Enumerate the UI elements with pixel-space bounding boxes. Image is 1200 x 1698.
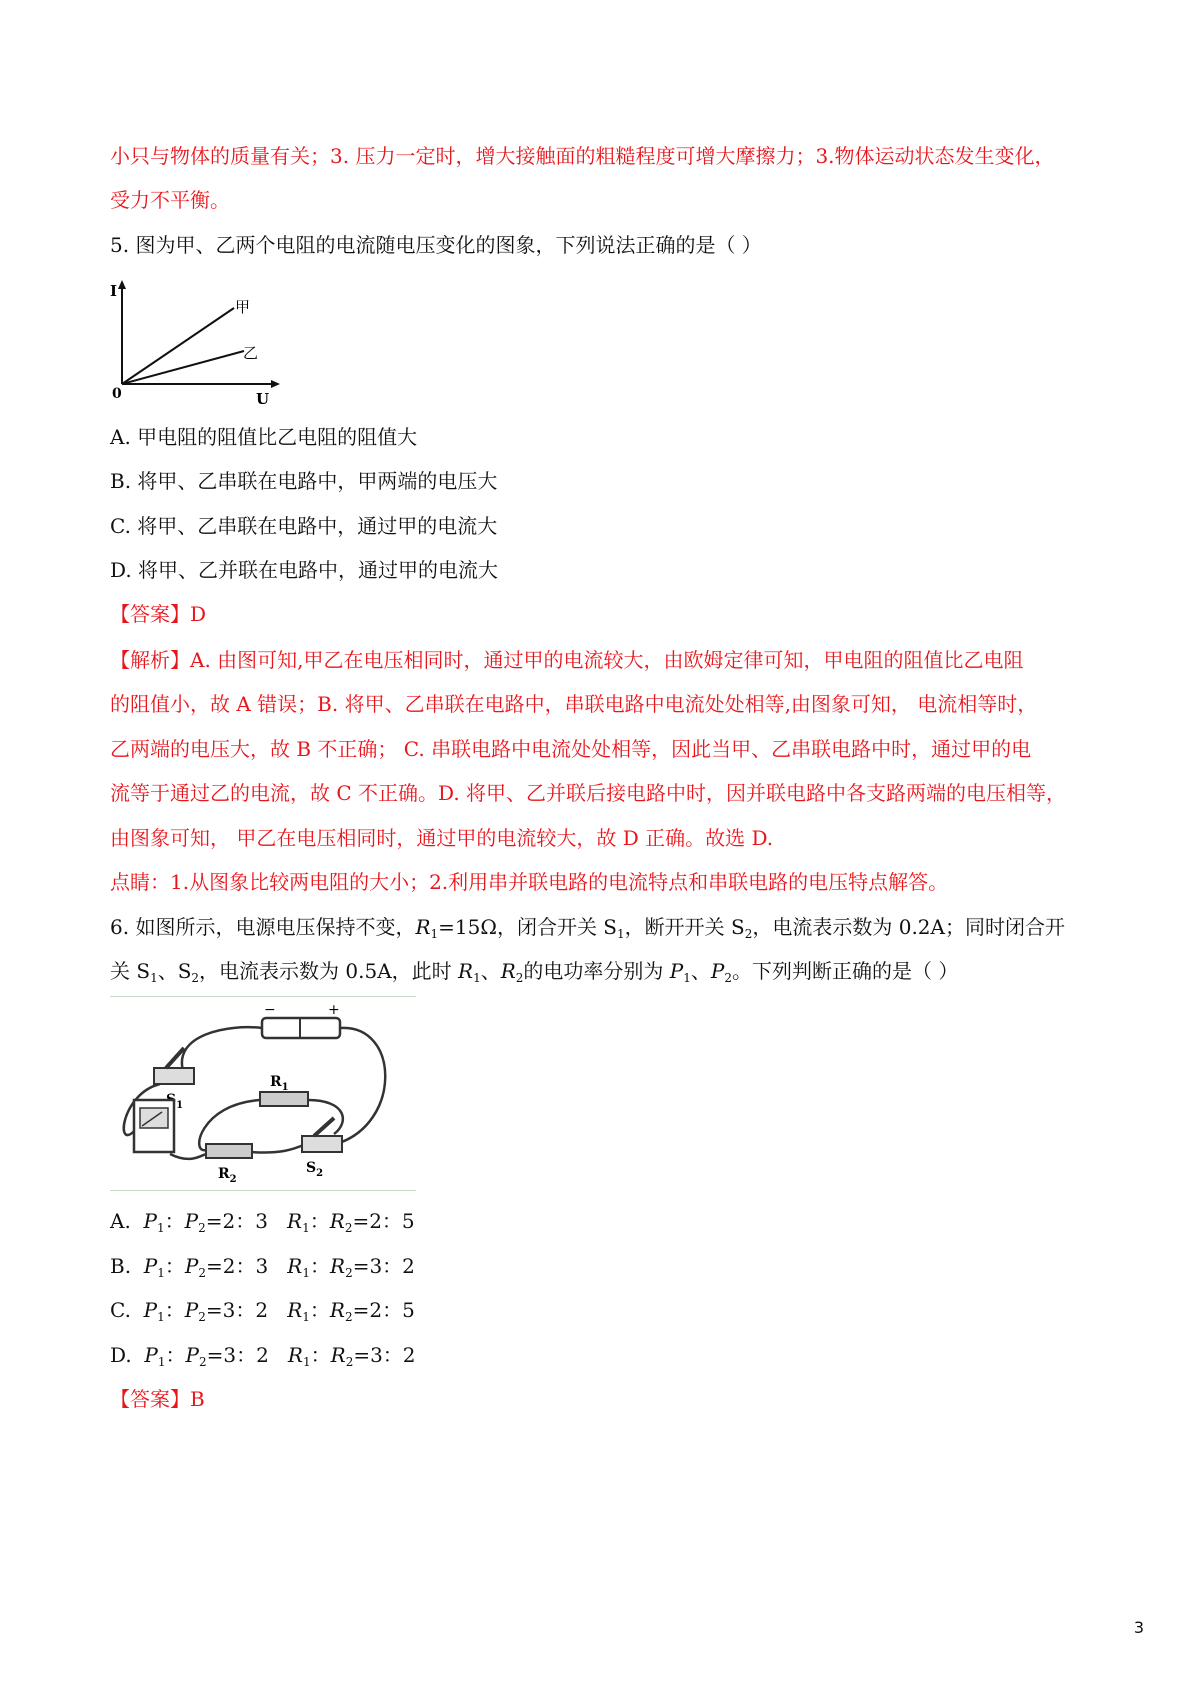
switch-s1: [154, 1068, 194, 1084]
x-axis-arrow: [271, 380, 280, 388]
line-jia-label: 甲: [235, 298, 251, 316]
q6-stem-line-2: 关 $S_1$、$S_2$，电流表示数为 0.5A，此时 $R_1$、$R_2$的电功率分别为 $P_1$、$P_2$。下列判断正确的是（ ）: [110, 959, 959, 985]
answer-label: 【答案】: [110, 602, 190, 626]
q6-answer: [110, 1385, 205, 1413]
switch-s2-label: $S_2$: [306, 1160, 324, 1179]
switch-s2: [302, 1136, 342, 1152]
q6-option-a: A. $P_1$：$P_2=2$：3 $R_1$：$R_2=2$：5: [110, 1209, 415, 1235]
resistor-r1: [260, 1092, 308, 1106]
battery-plus-label: +: [328, 1004, 340, 1018]
line-yi: [122, 351, 244, 384]
y-axis-arrow: [118, 280, 126, 289]
continuation-line-2: 受力不平衡。: [110, 188, 230, 212]
answer-value: D: [190, 602, 207, 626]
q5-option-b: B. 将甲、乙串联在电路中，甲两端的电压大: [110, 469, 498, 493]
switch-s1-label: 1: [176, 1100, 184, 1111]
figure-bottom-rule: [110, 1190, 416, 1191]
x-axis-label: U: [256, 390, 270, 406]
resistor-r2: [206, 1144, 252, 1158]
figure-top-rule: [110, 996, 416, 997]
wire-ammeter-r2: [170, 1154, 206, 1159]
q5-answer: [110, 600, 206, 628]
q6-circuit-diagram: [110, 1004, 410, 1184]
wire-r1-s2: [308, 1100, 343, 1134]
battery-minus-label: −: [264, 1004, 276, 1018]
continuation-line-1: 小只与物体的质量有关；3. 压力一定时，增大接触面的粗糙程度可增大摩擦力；3.物体运动状态发生变化，: [110, 144, 1055, 168]
wire-r2-s2: [250, 1144, 306, 1153]
resistor-r1-label: $R_1$: [270, 1074, 289, 1093]
wire-r1-r2: [199, 1100, 260, 1150]
q5-option-a: A. 甲电阻的阻值比乙电阻的阻值大: [110, 425, 418, 449]
switch-s2-lever: [314, 1118, 334, 1136]
q5-iu-graph: [108, 278, 288, 406]
q5-analysis-line-1: 【解析】A. 由图可知,甲乙在电压相同时，通过甲的电流较大，由欧姆定律可知，甲电阻的阻值比乙电阻: [110, 648, 1024, 672]
line-yi-label: 乙: [243, 344, 259, 362]
origin-label: 0: [112, 386, 122, 402]
q5-comment: 点睛：1.从图象比较两电阻的大小；2.利用串并联电路的电流特点和串联电路的电压特点解答。: [110, 870, 949, 894]
answer-label: 【答案】: [110, 1387, 190, 1411]
page-number: 3: [1133, 1618, 1144, 1637]
q5-analysis-line-2: 的阻值小，故 A 错误；B. 将甲、乙串联在电路中，串联电路中电流处处相等,由图象可知， 电流相等时，: [110, 692, 1038, 716]
wire-s1-battery: [182, 1027, 262, 1074]
answer-value: B: [190, 1387, 205, 1411]
q5-option-c: C. 将甲、乙串联在电路中，通过甲的电流大: [110, 514, 498, 538]
q6-option-b: B. $P_1$：$P_2=2$：3 $R_1$：$R_2=3$：2: [110, 1254, 415, 1280]
q5-stem: 5. 图为甲、乙两个电阻的电流随电压变化的图象，下列说法正确的是（ ）: [110, 233, 762, 257]
q6-option-c: C. $P_1$：$P_2=3$：2 $R_1$：$R_2=2$：5: [110, 1298, 415, 1324]
q5-option-d: D. 将甲、乙并联在电路中，通过甲的电流大: [110, 558, 499, 582]
q6-option-d: D. $P_1$：$P_2=3$：2 $R_1$：$R_2=3$：2: [110, 1343, 416, 1369]
q5-analysis-line-5: 由图象可知， 甲乙在电压相同时，通过甲的电流较大，故 D 正确。故选 D.: [110, 826, 774, 850]
resistor-r2-label: $R_2$: [218, 1166, 237, 1184]
line-jia: [122, 308, 234, 384]
wire-battery-s2: [336, 1028, 385, 1144]
q6-stem-line-1: 6. 如图所示，电源电压保持不变，$R_1=15\Omega$，闭合开关 $S_1$，断开开关 $S_2$，电流表示数为 0.2A；同时闭合开: [110, 915, 1065, 941]
q5-analysis-line-4: 流等于通过乙的电流，故 C 不正确。D. 将甲、乙并联后接电路中时，因并联电路中各支路两端的电压相等，: [110, 781, 1067, 805]
y-axis-label: I: [110, 282, 118, 300]
q5-analysis-line-3: 乙两端的电压大，故 B 不正确； C. 串联电路中电流处处相等，因此当甲、乙串联电路中时，通过甲的电: [110, 737, 1032, 761]
